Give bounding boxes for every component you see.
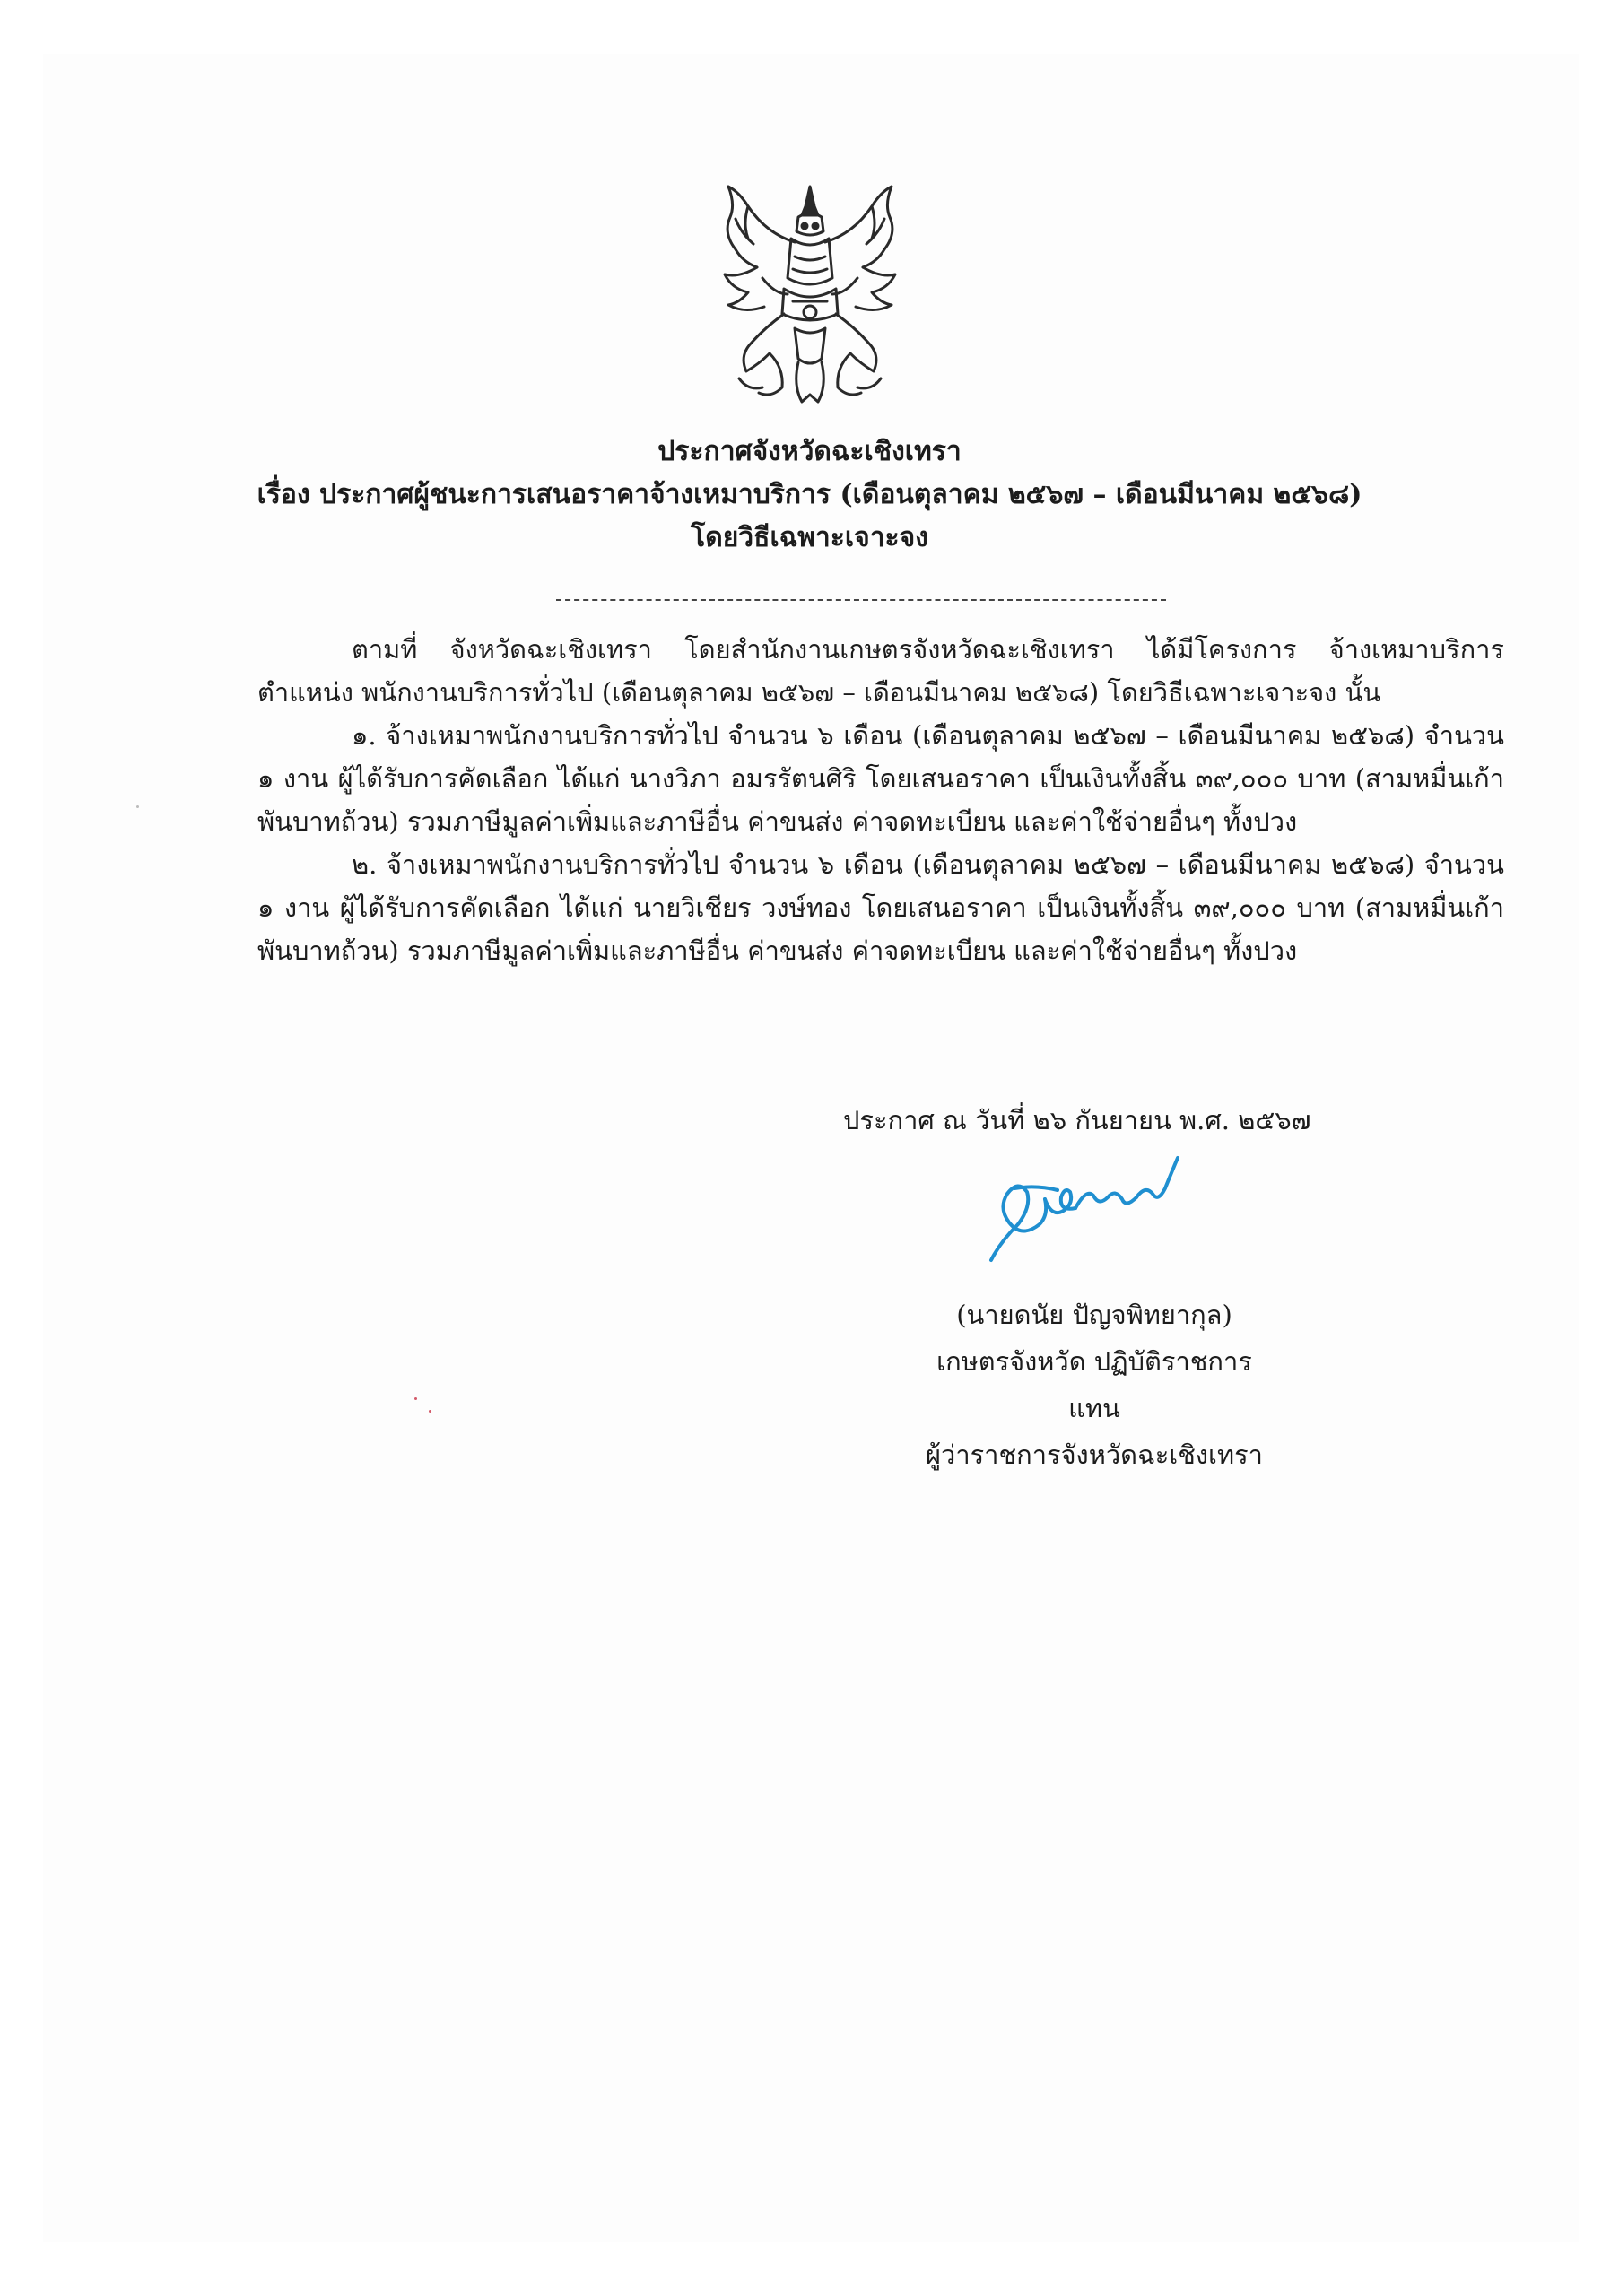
paragraph-intro: ตามที่ จังหวัดฉะเชิงเทรา โดยสำนักงานเกษตรจังหวัดฉะเชิงเทรา ได้มีโครงการ จ้างเหมาบริการ ตำแหน่ง พนักงานบริการทั่วไป (เดือนตุลาคม ๒๕๖๗ – เดือนมีนาคม ๒๕๖๘) โดยวิธีเฉพาะเจาะจง นั้น — [257, 634, 1504, 708]
scan-speck — [429, 1410, 431, 1413]
title-line-subject: เรื่อง ประกาศผู้ชนะการเสนอราคาจ้างเหมาบริการ (เดือนตุลาคม ๒๕๖๗ – เดือนมีนาคม ๒๕๖๘) — [257, 479, 1362, 510]
scan-speck — [414, 1397, 417, 1400]
signer-block — [915, 1292, 1274, 1478]
scan-speck — [136, 805, 139, 808]
garuda-emblem-icon — [712, 179, 908, 408]
signer-authority: ผู้ว่าราชการจังหวัดฉะเชิงเทรา — [926, 1439, 1263, 1470]
announcement-title — [0, 430, 1619, 560]
signature-icon — [982, 1152, 1188, 1278]
announcement-body — [257, 628, 1504, 972]
signer-name: (นายดนัย ปัญจพิทยากุล) — [956, 1300, 1232, 1330]
paragraph-item-1: ๑. จ้างเหมาพนักงานบริการทั่วไป จำนวน ๖ เดือน (เดือนตุลาคม ๒๕๖๗ – เดือนมีนาคม ๒๕๖๘) จำนวน ๑ งาน ผู้ได้รับการคัดเลือก ได้แก่ นางวิภา อมรรัตนศิริ โดยเสนอราคา เป็นเงินทั้งสิ้น ๓๙,๐๐๐ บาท (สามหมื่นเก้าพันบาทถ้วน) รวมภาษีมูลค่าเพิ่มและภาษีอื่น ค่าขนส่ง ค่าจดทะเบียน และค่าใช้จ่ายอื่นๆ ทั้งปวง — [257, 720, 1504, 837]
title-line-method: โดยวิธีเฉพาะเจาะจง — [691, 522, 928, 553]
signer-position: เกษตรจังหวัด ปฏิบัติราชการแทน — [936, 1346, 1252, 1423]
title-line-agency: ประกาศจังหวัดฉะเชิงเทรา — [657, 436, 962, 467]
title-divider — [556, 599, 1166, 601]
announcement-date: ประกาศ ณ วันที่ ๒๖ กันยายน พ.ศ. ๒๕๖๗ — [843, 1105, 1311, 1135]
paragraph-item-2: ๒. จ้างเหมาพนักงานบริการทั่วไป จำนวน ๖ เดือน (เดือนตุลาคม ๒๕๖๗ – เดือนมีนาคม ๒๕๖๘) จำนวน ๑ งาน ผู้ได้รับการคัดเลือก ได้แก่ นายวิเชียร วงษ์ทอง โดยเสนอราคา เป็นเงินทั้งสิ้น ๓๙,๐๐๐ บาท (สามหมื่นเก้าพันบาทถ้วน) รวมภาษีมูลค่าเพิ่มและภาษีอื่น ค่าขนส่ง ค่าจดทะเบียน และค่าใช้จ่ายอื่นๆ ทั้งปวง — [257, 849, 1504, 966]
